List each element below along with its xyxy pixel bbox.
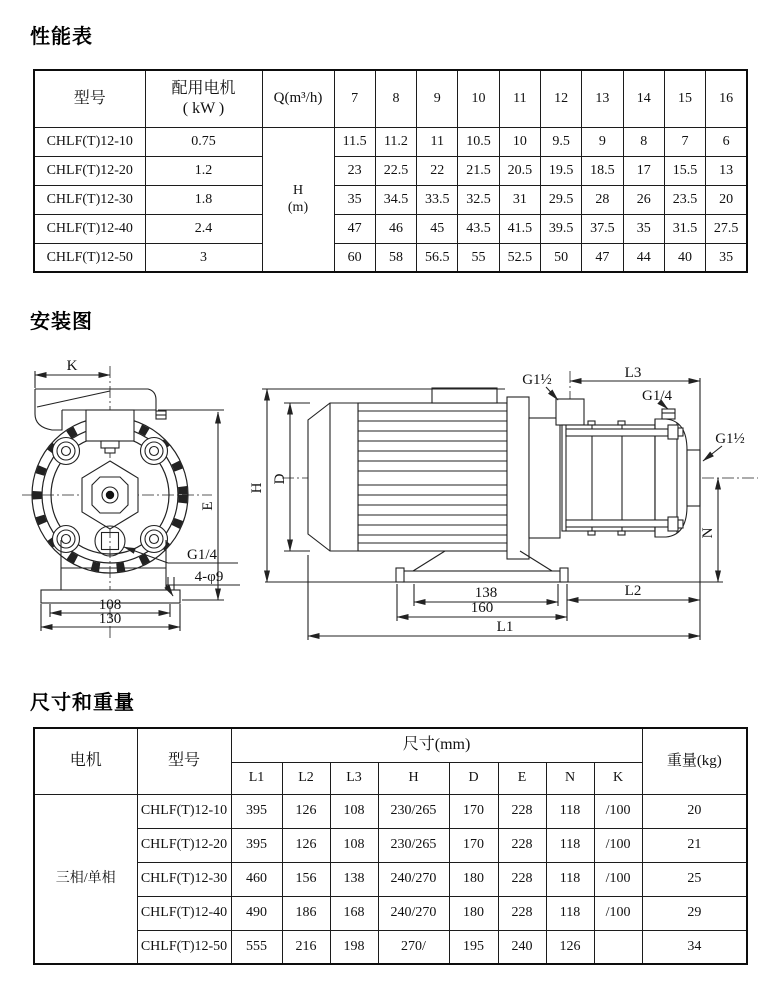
- weight-value-cell: 29: [642, 896, 747, 930]
- dim-value-cell: 195: [449, 930, 498, 964]
- side-view-drawing: [249, 365, 758, 640]
- dim-value-cell: 138: [330, 862, 378, 896]
- dim-label-k: K: [66, 358, 78, 374]
- installation-drawing: [0, 353, 780, 665]
- dim-label-l3: L3: [624, 365, 642, 381]
- head-value-cell: 11.5: [334, 127, 375, 156]
- dim-value-cell: 118: [546, 862, 594, 896]
- head-value-cell: 40: [664, 243, 705, 272]
- head-value-cell: 8: [623, 127, 664, 156]
- dim-label-h: H: [249, 482, 265, 494]
- model-cell: CHLF(T)12-10: [34, 127, 145, 156]
- weight-column-header: 重量(kg): [642, 728, 747, 794]
- head-value-cell: 35: [334, 185, 375, 214]
- center-hex-plug: [82, 461, 138, 529]
- head-value-cell: 11: [417, 127, 458, 156]
- table-row: [34, 127, 747, 156]
- table-row: [34, 185, 747, 214]
- head-value-cell: 47: [334, 214, 375, 243]
- power-cell: 3: [145, 243, 262, 272]
- model-cell: CHLF(T)12-50: [137, 930, 231, 964]
- dims-group-header: 尺寸(mm): [231, 728, 642, 762]
- flow-value-header: 16: [706, 70, 747, 127]
- front-view-drawing: [22, 358, 240, 640]
- motor-body: [358, 403, 507, 551]
- head-value-cell: 19.5: [540, 156, 581, 185]
- table-row: [34, 828, 747, 862]
- head-symbol: H: [292, 182, 304, 198]
- dim-value-cell: /100: [594, 828, 642, 862]
- dim-col-header: E: [498, 762, 546, 794]
- dim-value-cell: 555: [231, 930, 282, 964]
- head-value-cell: 29.5: [540, 185, 581, 214]
- dim-value-cell: 108: [330, 828, 378, 862]
- performance-table: [33, 69, 748, 273]
- dim-value-cell: 186: [282, 896, 330, 930]
- head-value-cell: 20: [706, 185, 747, 214]
- head-value-cell: 37.5: [582, 214, 623, 243]
- table-row: [34, 862, 747, 896]
- dim-value-cell: 240: [498, 930, 546, 964]
- dim-value-cell: 180: [449, 896, 498, 930]
- dim-label-108: 108: [98, 597, 122, 613]
- flow-value-header: 7: [334, 70, 375, 127]
- head-value-cell: 50: [540, 243, 581, 272]
- head-value-cell: 35: [623, 214, 664, 243]
- head-value-cell: 32.5: [458, 185, 499, 214]
- model-cell: CHLF(T)12-30: [34, 185, 145, 214]
- model-cell: CHLF(T)12-40: [137, 896, 231, 930]
- head-value-cell: 45: [417, 214, 458, 243]
- model-cell: CHLF(T)12-20: [34, 156, 145, 185]
- inlet-port: [556, 399, 584, 425]
- dim-value-cell: 228: [498, 828, 546, 862]
- weight-value-cell: 21: [642, 828, 747, 862]
- head-value-cell: 46: [375, 214, 416, 243]
- outlet-callout-leader: [703, 446, 722, 461]
- head-unit: (m): [287, 200, 309, 216]
- dim-value-cell: 395: [231, 794, 282, 828]
- fan-cover: [308, 403, 358, 551]
- motor-type-cell: 三相/单相: [34, 794, 137, 964]
- head-value-cell: 7: [664, 127, 705, 156]
- head-value-cell: 31: [499, 185, 540, 214]
- dim-label-l2: L2: [624, 583, 642, 599]
- dim-col-header: N: [546, 762, 594, 794]
- dim-value-cell: 228: [498, 896, 546, 930]
- head-value-cell: 23.5: [664, 185, 705, 214]
- motor-flange: [507, 397, 529, 559]
- table-header-row: [34, 728, 747, 762]
- dim-value-cell: 108: [330, 794, 378, 828]
- inlet-callout-leader: [546, 387, 558, 400]
- dim-value-cell: 198: [330, 930, 378, 964]
- head-value-cell: 18.5: [582, 156, 623, 185]
- head-value-cell: 47: [582, 243, 623, 272]
- weight-value-cell: 25: [642, 862, 747, 896]
- dim-col-header: H: [378, 762, 449, 794]
- power-cell: 1.2: [145, 156, 262, 185]
- head-value-cell: 21.5: [458, 156, 499, 185]
- dim-value-cell: 118: [546, 828, 594, 862]
- dim-col-header: L1: [231, 762, 282, 794]
- head-value-cell: 39.5: [540, 214, 581, 243]
- dim-label-138: 138: [474, 585, 498, 601]
- model-cell: CHLF(T)12-40: [34, 214, 145, 243]
- head-value-cell: 44: [623, 243, 664, 272]
- table-row: [34, 794, 747, 828]
- dim-value-cell: 126: [282, 828, 330, 862]
- flow-value-header: 11: [499, 70, 540, 127]
- flow-value-header: 15: [664, 70, 705, 127]
- weight-value-cell: 20: [642, 794, 747, 828]
- flow-value-header: 8: [375, 70, 416, 127]
- flow-value-header: 9: [417, 70, 458, 127]
- head-value-cell: 23: [334, 156, 375, 185]
- dim-value-cell: 228: [498, 794, 546, 828]
- weight-value-cell: 34: [642, 930, 747, 964]
- model-column-header: 型号: [137, 728, 231, 794]
- dim-label-e: E: [200, 501, 216, 511]
- power-cell: 0.75: [145, 127, 262, 156]
- head-value-cell: 20.5: [499, 156, 540, 185]
- terminal-box-side: [432, 388, 497, 403]
- dim-label-holes: 4-φ9: [194, 569, 224, 585]
- dim-value-cell: 118: [546, 794, 594, 828]
- dim-col-header: L2: [282, 762, 330, 794]
- flow-value-header: 12: [540, 70, 581, 127]
- dim-value-cell: /100: [594, 862, 642, 896]
- power-cell: 2.4: [145, 214, 262, 243]
- model-cell: CHLF(T)12-50: [34, 243, 145, 272]
- dimensions-section-title: 尺寸和重量: [30, 692, 135, 714]
- motor-column-header: [145, 70, 262, 127]
- head-value-cell: 27.5: [706, 214, 747, 243]
- dim-value-cell: 490: [231, 896, 282, 930]
- head-value-cell: 9: [582, 127, 623, 156]
- dimension-table: [33, 727, 748, 965]
- flow-value-header: 13: [582, 70, 623, 127]
- dim-value-cell: 240/270: [378, 896, 449, 930]
- flow-value-header: 10: [458, 70, 499, 127]
- head-value-cell: 28: [582, 185, 623, 214]
- model-cell: CHLF(T)12-10: [137, 794, 231, 828]
- flow-value-header: 14: [623, 70, 664, 127]
- head-value-cell: 56.5: [417, 243, 458, 272]
- dim-value-cell: 170: [449, 828, 498, 862]
- flow-column-header: Q(m³/h): [262, 70, 334, 127]
- dim-col-header: L3: [330, 762, 378, 794]
- head-value-cell: 43.5: [458, 214, 499, 243]
- head-value-cell: 10: [499, 127, 540, 156]
- dim-label-130: 130: [98, 611, 122, 627]
- table-header-row: [34, 70, 747, 127]
- table-row: [34, 156, 747, 185]
- performance-section-title: 性能表: [30, 26, 93, 48]
- head-value-cell: 58: [375, 243, 416, 272]
- dim-value-cell: 118: [546, 896, 594, 930]
- dim-value-cell: 240/270: [378, 862, 449, 896]
- dim-label-g-plug: G1/4: [642, 388, 672, 404]
- dim-label-g14-front: G1/4: [187, 547, 217, 563]
- head-value-cell: 35: [706, 243, 747, 272]
- dim-value-cell: 180: [449, 862, 498, 896]
- dim-value-cell: /100: [594, 794, 642, 828]
- dim-label-l1: L1: [496, 619, 514, 635]
- dim-value-cell: [594, 930, 642, 964]
- head-value-cell: 60: [334, 243, 375, 272]
- head-value-cell: 52.5: [499, 243, 540, 272]
- dim-label-n: N: [700, 527, 716, 539]
- dim-value-cell: 168: [330, 896, 378, 930]
- power-cell: 1.8: [145, 185, 262, 214]
- model-cell: CHLF(T)12-30: [137, 862, 231, 896]
- model-cell: CHLF(T)12-20: [137, 828, 231, 862]
- dim-value-cell: 228: [498, 862, 546, 896]
- terminal-box-front: [86, 410, 134, 453]
- head-value-cell: 22: [417, 156, 458, 185]
- dim-value-cell: 156: [282, 862, 330, 896]
- motor-header-line1: 配用电机: [171, 79, 236, 97]
- head-value-cell: 11.2: [375, 127, 416, 156]
- dim-value-cell: 126: [546, 930, 594, 964]
- dim-value-cell: 170: [449, 794, 498, 828]
- pump-barrel: [562, 421, 655, 535]
- dim-value-cell: 460: [231, 862, 282, 896]
- motor-header-line2: ( kW ): [182, 99, 225, 117]
- head-value-cell: 55: [458, 243, 499, 272]
- head-value-cell: 26: [623, 185, 664, 214]
- lantern-bracket: [529, 418, 560, 538]
- head-value-cell: 33.5: [417, 185, 458, 214]
- head-unit-cell: [262, 127, 334, 272]
- dim-col-header: K: [594, 762, 642, 794]
- motor-column-header: 电机: [34, 728, 137, 794]
- head-value-cell: 10.5: [458, 127, 499, 156]
- dim-value-cell: 270/: [378, 930, 449, 964]
- dim-value-cell: 126: [282, 794, 330, 828]
- dim-value-cell: /100: [594, 896, 642, 930]
- model-column-header: 型号: [34, 70, 145, 127]
- dim-label-d: D: [272, 473, 288, 485]
- table-row: [34, 930, 747, 964]
- head-value-cell: 31.5: [664, 214, 705, 243]
- head-value-cell: 6: [706, 127, 747, 156]
- head-value-cell: 41.5: [499, 214, 540, 243]
- dim-value-cell: 230/265: [378, 794, 449, 828]
- dim-label-g-outlet: G1½: [715, 431, 745, 447]
- head-value-cell: 9.5: [540, 127, 581, 156]
- head-value-cell: 13: [706, 156, 747, 185]
- table-row: [34, 214, 747, 243]
- head-value-cell: 17: [623, 156, 664, 185]
- support-and-base: [265, 551, 723, 582]
- dim-label-160: 160: [470, 600, 494, 616]
- dim-value-cell: 395: [231, 828, 282, 862]
- head-value-cell: 22.5: [375, 156, 416, 185]
- dim-label-g-inlet: G1½: [522, 372, 552, 388]
- head-value-cell: 34.5: [375, 185, 416, 214]
- head-value-cell: 15.5: [664, 156, 705, 185]
- table-row: [34, 896, 747, 930]
- dim-value-cell: 216: [282, 930, 330, 964]
- installation-section-title: 安装图: [30, 311, 93, 333]
- dim-col-header: D: [449, 762, 498, 794]
- dim-value-cell: 230/265: [378, 828, 449, 862]
- table-row: [34, 243, 747, 272]
